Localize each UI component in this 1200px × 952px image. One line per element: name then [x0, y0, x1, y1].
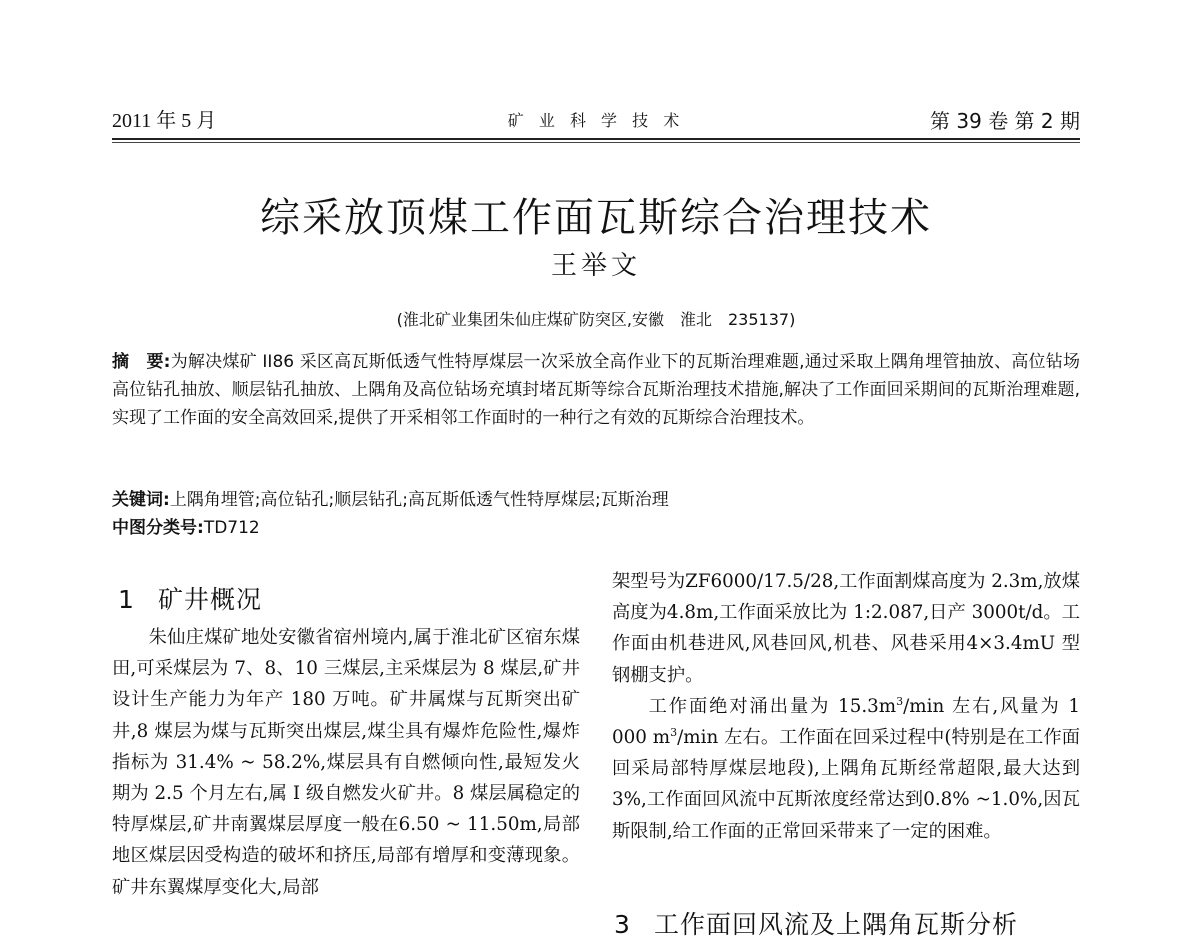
header-date: 2011 年 5 月 [112, 110, 217, 132]
abstract [112, 348, 1080, 432]
abstract-label: 摘 要: [112, 352, 171, 372]
clc-text: TD712 [203, 518, 260, 538]
paper-author: 王举文 [550, 251, 641, 281]
right-paragraph-1: 架型号为ZF6000/17.5/28,工作面割煤高度为 2.3m,放煤高度为4.8m,工作面采放比为 1:2.087,日产 3000t/d。工作面由机巷进风,风巷回风,机巷、风巷采用4×3.4mU 型钢棚支护。 [612, 571, 1080, 686]
section-1-heading [118, 583, 262, 617]
section-1-title: 矿井概况 [158, 585, 263, 614]
p2-part-b: /min 左右,风量为 1 000 m [612, 695, 1080, 749]
left-column [112, 622, 580, 903]
header-journal-name: 矿 业 科 学 技 术 [507, 111, 685, 130]
header-rule-thin [112, 142, 1080, 143]
p2-part-a: 工作面绝对涌出量为 15.3m [648, 695, 897, 717]
header-rule [112, 138, 1080, 140]
p2-superscript-1: 3 [896, 694, 904, 708]
section-3-title: 工作面回风流及上隅角瓦斯分析 [654, 910, 1019, 939]
section-1-paragraph: 朱仙庄煤矿地处安徽省宿州境内,属于淮北矿区宿东煤田,可采煤层为 7、8、10 三煤层,主采煤层为 8 煤层,矿井设计生产能力为年产 180 万吨。矿井属煤与瓦斯突出矿井,8 煤层为煤与瓦斯突出煤层,煤尘具有爆炸危险性,爆炸指标为 31.4% ~ 58.2%,煤层具有自燃倾向性,最短发火期为 2.5 个月左右,属 I 级自燃发火矿井。8 煤层属稳定的特厚煤层,矿井南翼煤层厚度一般在6.50 ~ 11.50m,局部地区煤层因受构造的破坏和挤压,局部有增厚和变薄现象。矿井东翼煤厚变化大,局部 [112, 627, 580, 898]
section-1-number: 1 [118, 585, 135, 614]
p2-part-c: /min 左右。工作面在回采过程中(特别是在工作面回采局部特厚煤层地段),上隅角瓦斯经常超限,最大达到 3%,工作面回风流中瓦斯浓度经常达到0.8% ~1.0%,因瓦斯限制,给工作面的正常回采带来了一定的困难。 [612, 727, 1080, 842]
author-affiliation: (淮北矿业集团朱仙庄煤矿防突区,安徽 淮北 235137) [396, 310, 796, 329]
right-paragraph-2 [612, 691, 1080, 847]
section-3-number: 3 [614, 910, 631, 939]
keywords [112, 487, 1080, 513]
classification-number [112, 515, 1080, 541]
right-column [612, 566, 1080, 847]
abstract-text: 为解决煤矿 II86 采区高瓦斯低透气性特厚煤层一次采放全高作业下的瓦斯治理难题,通过采取上隅角埋管抽放、高位钻场高位钻孔抽放、顺层钻孔抽放、上隅角及高位钻场充填封堵瓦斯等综合瓦斯治理技术措施,解决了工作面回采期间的瓦斯治理难题,实现了工作面的安全高效回采,提供了开采相邻工作面时的一种行之有效的瓦斯综合治理技术。 [112, 352, 1080, 428]
running-header [112, 108, 1080, 140]
header-volume-issue: 第 39 卷 第 2 期 [930, 109, 1080, 133]
section-3-heading [614, 908, 1018, 942]
keywords-label: 关键词: [112, 490, 170, 510]
clc-label: 中图分类号: [112, 518, 204, 538]
paper-title: 综采放顶煤工作面瓦斯综合治理技术 [260, 195, 932, 241]
keywords-text: 上隅角埋管;高位钻孔;顺层钻孔;高瓦斯低透气性特厚煤层;瓦斯治理 [169, 490, 669, 510]
p2-superscript-2: 3 [670, 725, 678, 739]
